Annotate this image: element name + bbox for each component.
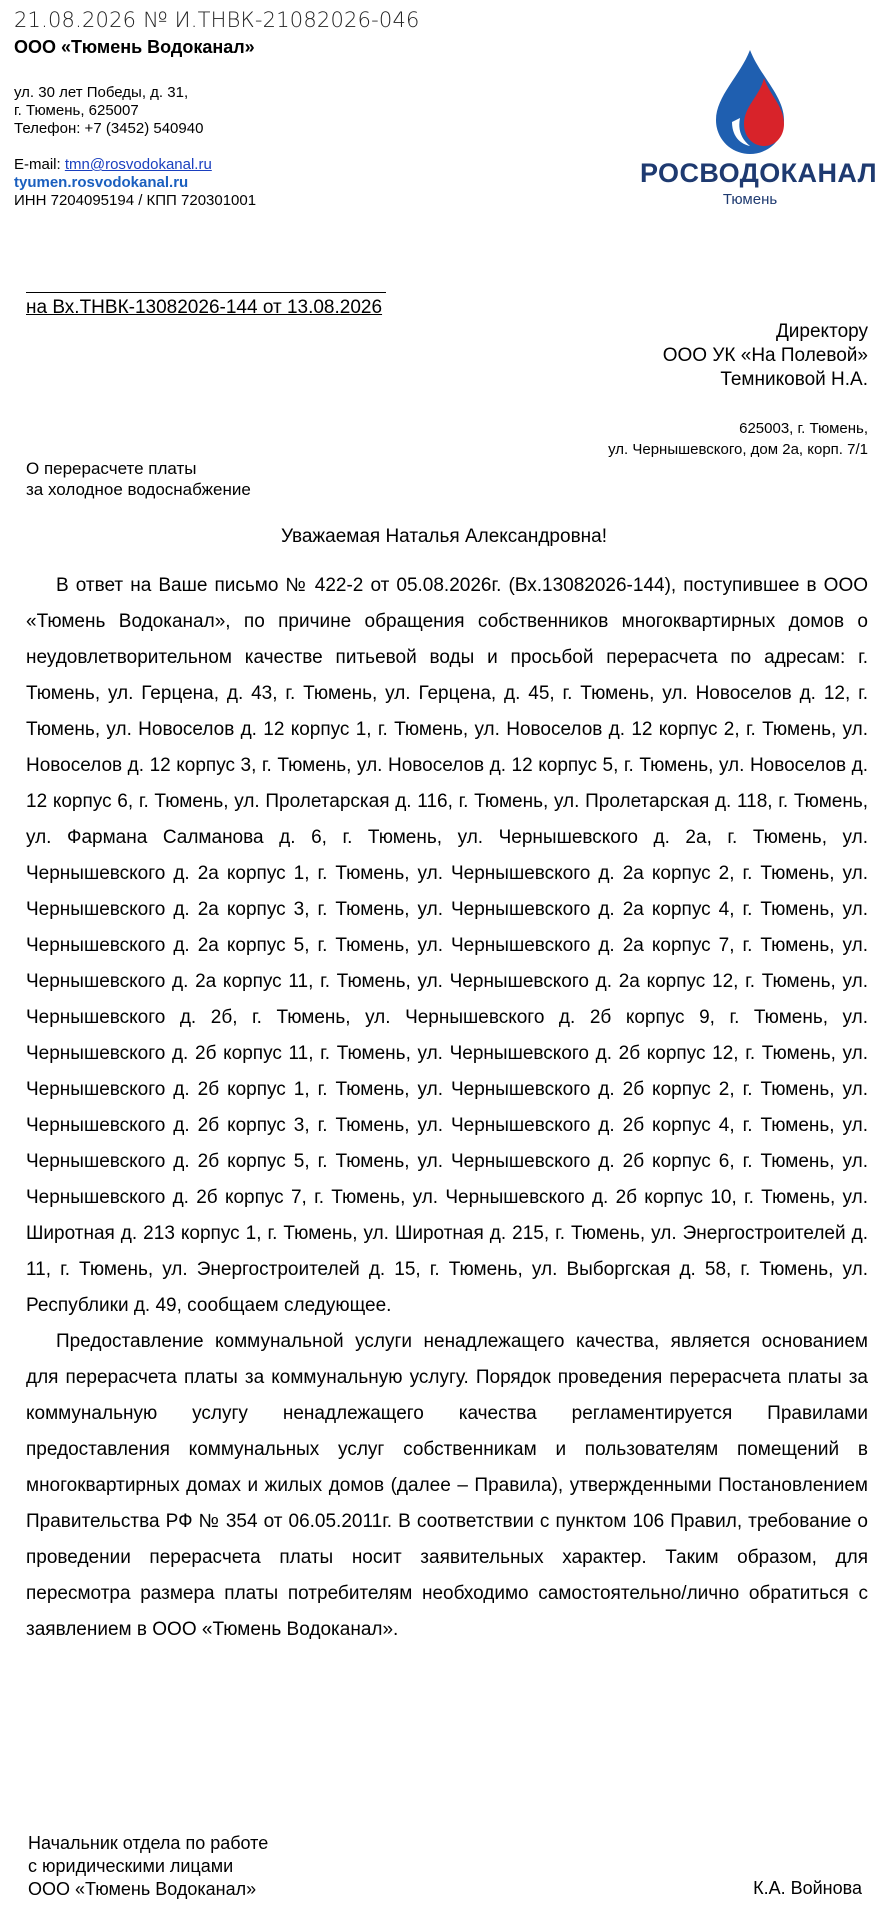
inn-kpp: ИНН 7204095194 / КПП 720301001: [14, 192, 257, 209]
body-paragraph: Предоставление коммунальной услуги ненадлежащего качества, является основанием для перерасчета платы за коммунальную услугу. Порядок проведения перерасчета платы за коммунальную услугу ненадлежащего качества регламентируется Правилами предоставления коммунальных услуг собственникам и пользователям помещений в многоквартирных домах и жилых домов (далее – Правила), утвержденными Постановлением Правительства РФ № 354 от 06.05.2011г. В соответствии с пунктом 106 Правил, требование о проведении перерасчета платы носит заявительных характер. Таким образом, для пересмотра размера платы потребителям необходимо самостоятельно/лично обратиться с заявлением в ООО «Тюмень Водоканал».: [26, 1331, 868, 1640]
position-line: Начальник отдела по работе: [28, 1833, 269, 1853]
email-line: [14, 156, 256, 174]
body-paragraph: В ответ на Ваше письмо № 422-2 от 05.08.2026г. (Вх.13082026-144), поступившее в ООО «Тюмень Водоканал», по причине обращения собственников многоквартирных домов о неудовлетворительном качестве питьевой воды и просьбой перерасчета по адресам: г. Тюмень, ул. Герцена, д. 43, г. Тюмень, ул. Герцена, д. 45, г. Тюмень, ул. Новоселов д. 12, г. Тюмень, ул. Новоселов д. 12 корпус 1, г. Тюмень, ул. Новоселов д. 12 корпус 2, г. Тюмень, ул. Новоселов д. 12 корпус 3, г. Тюмень, ул. Новоселов д. 12 корпус 5, г. Тюмень, ул. Новоселов д. 12 корпус 6, г. Тюмень, ул. Пролетарская д. 116, г. Тюмень, ул. Пролетарская д. 118, г. Тюмень, ул. Фармана Салманова д. 6, г. Тюмень, ул. Чернышевского д. 2а, г. Тюмень, ул. Чернышевского д. 2а корпус 1, г. Тюмень, ул. Чернышевского д. 2а корпус 2, г. Тюмень, ул. Чернышевского д. 2а корпус 3, г. Тюмень, ул. Чернышевского д. 2а корпус 4, г. Тюмень, ул. Чернышевского д. 2а корпус 5, г. Тюмень, ул. Чернышевского д. 2а корпус 7, г. Тюмень, ул. Чернышевского д. 2а корпус 11, г. Тюмень, ул. Чернышевского д. 2а корпус 12, г. Тюмень, ул. Чернышевского д. 2б, г. Тюмень, ул. Чернышевского д. 2б корпус 9, г. Тюмень, ул. Чернышевского д. 2б корпус 11, г. Тюмень, ул. Чернышевского д. 2б корпус 12, г. Тюмень, ул. Чернышевского д. 2б корпус 1, г. Тюмень, ул. Чернышевского д. 2б корпус 2, г. Тюмень, ул. Чернышевского д. 2б корпус 3, г. Тюмень, ул. Чернышевского д. 2б корпус 4, г. Тюмень, ул. Чернышевского д. 2б корпус 5, г. Тюмень, ул. Чернышевского д. 2б корпус 6, г. Тюмень, ул. Чернышевского д. 2б корпус 7, г. Тюмень, ул. Чернышевского д. 2б корпус 10, г. Тюмень, ул. Широтная д. 213 корпус 1, г. Тюмень, ул. Широтная д. 215, г. Тюмень, ул. Энергостроителей д. 11, г. Тюмень, ул. Энергостроителей д. 15, г. Тюмень, ул. Выборгская д. 58, г. Тюмень, ул. Республики д. 49, сообщаем следующее.: [26, 575, 868, 1316]
addressee-title: Директору: [775, 321, 868, 342]
address-line: ул. 30 лет Победы, д. 31,: [14, 84, 189, 101]
phone: Телефон: +7 (3452) 540940: [14, 120, 204, 137]
organization-name: ООО «Тюмень Водоканал»: [14, 37, 255, 57]
water-drop-icon: [640, 48, 860, 158]
website-link[interactable]: tyumen.rosvodokanal.ru: [14, 174, 189, 191]
position-line: с юридическими лицами: [28, 1856, 234, 1876]
addressee-postal: [608, 418, 868, 460]
addressee-block: [663, 320, 868, 392]
postal-line: 625003, г. Тюмень,: [739, 420, 868, 437]
letter-body: [26, 568, 868, 1648]
email-label: E-mail:: [14, 156, 65, 173]
greeting: Уважаемая Наталья Александровна!: [280, 526, 608, 547]
rosvodokanal-logo: [640, 48, 877, 208]
postal-line: ул. Чернышевского, дом 2а, корп. 7/1: [608, 441, 868, 458]
logo-wordmark: РОСВОДОКАНАЛ: [640, 158, 877, 188]
email-link[interactable]: tmn@rosvodokanal.ru: [64, 156, 212, 173]
addressee-name: Темниковой Н.А.: [720, 369, 868, 390]
registration-number: 21.08.2026 № И.ТНВК-21082026-046: [14, 8, 420, 32]
sender-details: [14, 84, 256, 210]
addressee-org: ООО УК «На Полевой»: [662, 345, 868, 366]
subject-line: О перерасчете платы: [26, 459, 197, 478]
signatory-position: [28, 1832, 268, 1901]
position-line: ООО «Тюмень Водоканал»: [28, 1879, 257, 1899]
address-line: г. Тюмень, 625007: [14, 102, 139, 119]
letter-subject: [26, 458, 251, 500]
signatory-name: К.А. Войнова: [753, 1878, 862, 1898]
logo-city: Тюмень: [722, 191, 778, 208]
reference-divider: [26, 292, 386, 293]
subject-line: за холодное водоснабжение: [26, 480, 251, 499]
incoming-reference: на Вх.ТНВК-13082026-144 от 13.08.2026: [26, 297, 383, 318]
